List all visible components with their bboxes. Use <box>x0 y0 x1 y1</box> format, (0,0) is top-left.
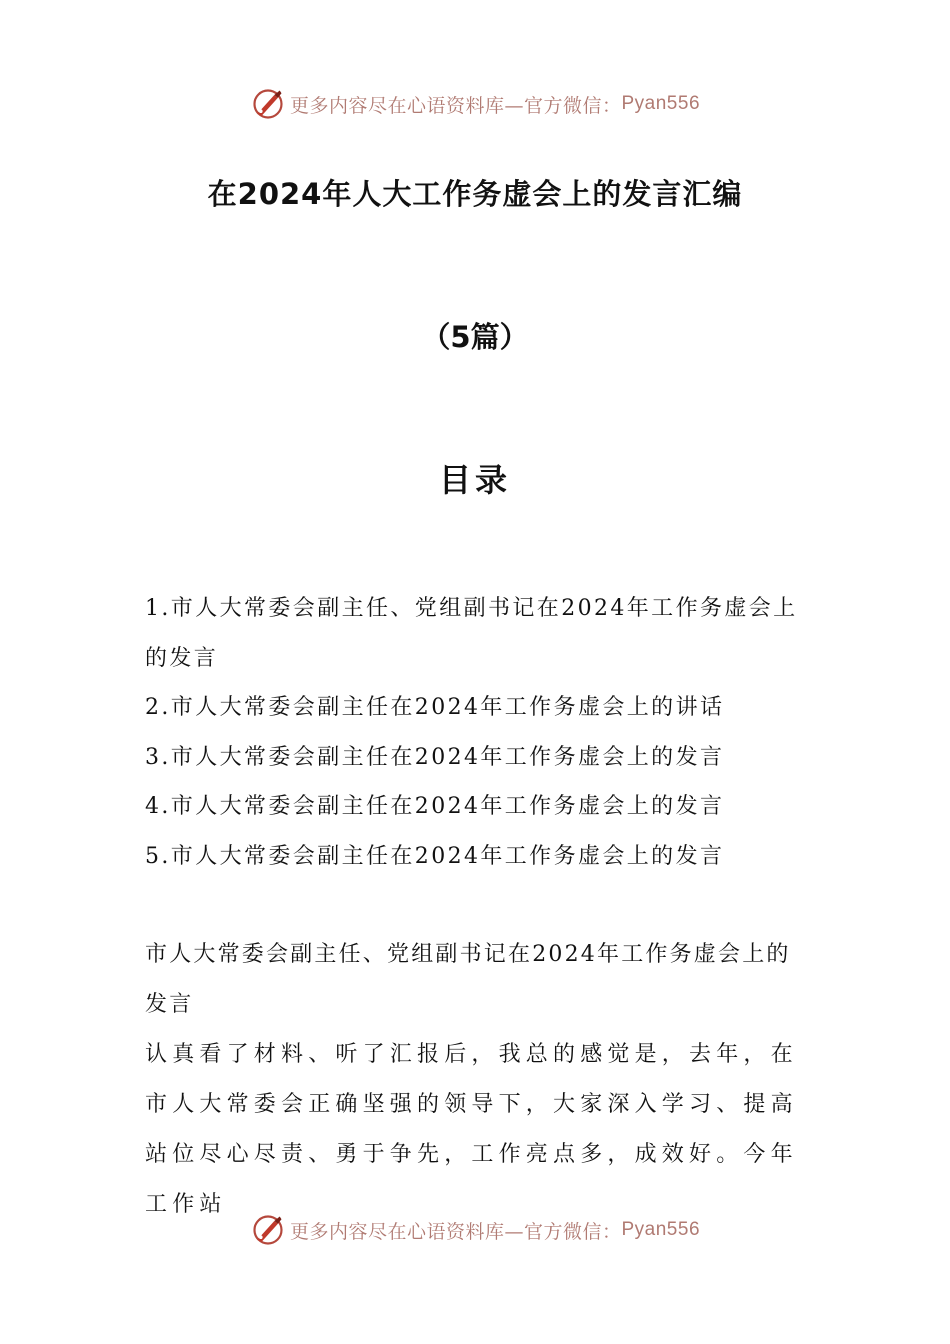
toc-heading: 目录 <box>438 461 511 499</box>
wechat-id: Pyan556 <box>621 93 701 114</box>
toc-item: 5.市人大常委会副主任在2024年工作务虚会上的发言 <box>145 843 725 869</box>
pen-logo-icon <box>250 1212 286 1248</box>
document-subtitle: （5篇） <box>421 320 529 354</box>
wechat-id: Pyan556 <box>621 1219 701 1240</box>
body-paragraph: 认真看了材料、听了汇报后，我总的感觉是，去年，在市人大常委会正确坚强的领导下，大家深入学习、提高站位尽心尽责、勇于争先，工作亮点多，成效好。今年工作站 <box>145 1042 798 1217</box>
watermark-text: 更多内容尽在心语资料库—官方微信： <box>289 94 622 117</box>
toc-item: 2.市人大常委会副主任在2024年工作务虚会上的讲话 <box>145 695 725 720</box>
toc-item: 1.市人大常委会副主任、党组副书记在2024年工作务虚会上的发言 <box>145 596 798 671</box>
document-body <box>145 930 810 1230</box>
watermark-banner-top <box>0 82 950 126</box>
document-title: 在2024年人大工作务虚会上的发言汇编 <box>207 177 743 211</box>
toc-item: 4.市人大常委会副主任在2024年工作务虚会上的发言 <box>145 794 725 819</box>
table-of-contents <box>145 584 810 881</box>
pen-logo-icon <box>250 86 286 122</box>
watermark-text: 更多内容尽在心语资料库—官方微信： <box>289 1220 622 1243</box>
toc-item: 3.市人大常委会副主任在2024年工作务虚会上的发言 <box>145 744 725 770</box>
section-heading: 市人大常委会副主任、党组副书记在2024年工作务虚会上的发言 <box>145 942 791 1017</box>
watermark-banner-bottom <box>0 1208 950 1252</box>
